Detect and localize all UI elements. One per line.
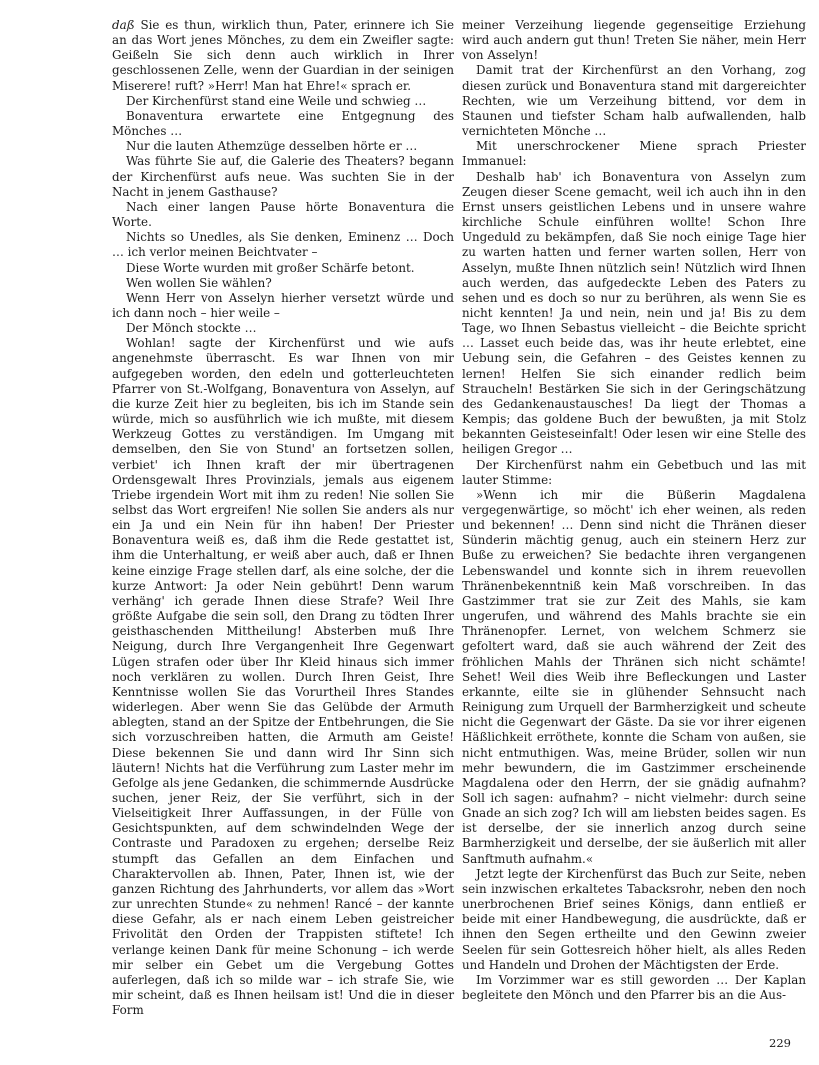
paragraph: Nach einer langen Pause hörte Bonaventura die Worte. — [112, 199, 454, 230]
italic-word: daß — [112, 18, 135, 32]
paragraph: Nur die lauten Athemzüge desselben hörte er … — [126, 139, 418, 154]
paragraph: meiner Verzeihung liegende gegenseitige Erziehung wird auch andern gut thun! Treten Sie näher, mein Herr von Asselyn! — [462, 18, 806, 63]
left-column — [112, 18, 454, 1018]
paragraph: Deshalb hab' ich Bonaventura von Asselyn zum Zeugen dieser Scene gemacht, weil ich auch ihn in den Ernst unsers geistlichen Lebens und in unsere wahre kirchliche Schule einführen wollte! Schon Ihre Ungeduld zu bekämpfen, daß Sie noch einige Tage hier zu warten hatten und ferner warten sollen, Herr von Asselyn, mußte Ihnen nützlich sein! Nützlich wird Ihnen auch werden, das aufgedeckte Leben des Paters zu sehen und es doch so nur zu berühren, als wenn Sie es nicht kennten! Ja und nein, nein und ja! Bis zu dem Tage, wo Ihnen Sebastus vielleicht – die Beichte spricht … Lasset euch beide das, was ihr heute erlebtet, eine Uebung sein, die Gefahren – des Geistes kennen zu lernen! Helfen Sie sich einander redlich beim Straucheln! Bestärken Sie sich in der Geringschätzung des Gedankenaustausches! Da liegt der Thomas a Kempis; das goldene Buch der bewußten, ja mit Stolz bekannten Geisteseinfalt! Oder lesen wir eine Stelle des heiligen Gregor … — [462, 169, 806, 457]
paragraph: Wen wollen Sie wählen? — [126, 275, 272, 290]
paragraph: Im Vorzimmer war es still geworden … Der Kaplan begleitete den Mönch und den Pfarrer bis an die Aus- — [462, 972, 806, 1002]
paragraph: Nichts so Unedles, als Sie denken, Eminenz … Doch … ich verlor meinen Beichtvater – — [112, 230, 454, 260]
paragraph: Diese Worte wurden mit großer Schärfe betont. — [126, 260, 415, 275]
paragraph: Damit trat der Kirchenfürst an den Vorhang, zog diesen zurück und Bonaventura stand mit dargereichter Rechten, wie um Verzeihung bittend, vor dem in Staunen und tiefster Scham halb aufwallenden, halb vernichteten Mönche … — [462, 63, 806, 139]
paragraph: Was führte Sie auf, die Galerie des Theaters? begann der Kirchenfürst aufs neue. Was suchten Sie in der Nacht in jenem Gasthause? — [112, 154, 454, 199]
paragraph: Wenn Herr von Asselyn hierher versetzt würde und ich dann noch – hier weile – — [112, 290, 454, 320]
paragraph: »Wenn ich mir die Büßerin Magdalena vergegenwärtige, so möcht' ich eher weinen, als reden und bekennen! … Denn sind nicht die Thränen dieser Sünderin mächtig genug, auch ein steinern Herz zur Buße zu erweichen? Sie bedachte ihren vergangenen Lebenswandel und konnte sich in ihrem reuevollen Thränenbekenntniß kein Maß vorschreiben. In das Gastzimmer trat sie zur Zeit des Mahls, sie kam ungerufen, und während des Mahls brachte sie ein Thränenopfer. Lernet, von welchem Schmerz sie gefoltert ward, daß sie auch während der Zeit des fröhlichen Mahls der Thränen sich nicht schämte! Sehet! Weil dies Weib ihre Befleckungen und Laster erkannte, eilte sie in glühender Sehnsucht nach Reinigung zum Urquell der Barmherzigkeit und scheute nicht die Gegenwart der Gäste. Da sie vor ihrer eigenen Häßlichkeit erröthete, konnte die Scham von außen, sie nicht entmuthigen. Was, meine Brüder, sollen wir nun mehr bewundern, die im Gastzimmer erscheinende Magdalena oder den Herrn, der sie gnädig aufnahm? Soll ich sagen: aufnahm? – nicht vielmehr: durch seine Gnade an sich zog? Ich will am liebsten beides sagen. Es ist derselbe, der sie innerlich anzog durch seine Barmherzigkeit und derselbe, der sie äußerlich mit aller Sanftmuth aufnahm.« — [462, 487, 806, 866]
paragraph: Jetzt legte der Kirchenfürst das Buch zur Seite, neben sein inzwischen erkaltetes Tabacksrohr, neben den noch unerbrochenen Brief seines Königs, dann entließ er beide mit einer Handbewegung, die ausdrückte, daß er ihnen den Segen ertheilte und den Gewinn zweier Seelen für sein Gottesreich höher hielt, als alles Reden und Handeln und Drohen der Mächtigsten der Erde. — [462, 866, 806, 972]
paragraph: Der Kirchenfürst stand eine Weile und schwieg … — [126, 93, 427, 108]
page-number: 229 — [769, 1036, 791, 1050]
right-column — [462, 18, 806, 1003]
paragraph: Der Kirchenfürst nahm ein Gebetbuch und las mit lauter Stimme: — [462, 457, 806, 487]
paragraph: Wohlan! sagte der Kirchenfürst und wie aufs angenehmste überrascht. Es war Ihnen von mir aufgegeben worden, den edeln und gotterleuchteten Pfarrer von St.-Wolfgang, Bonaventura von Asselyn, auf die kurze Zeit hier zu begleiten, bis ich im Stande sein würde, mich so ausführlich wie ich mußte, mit diesem Werkzeug Gottes zu verständigen. Im Umgang mit demselben, den Sie von Stund' an fortsetzen sollen, verbiet' ich Ihnen kraft der mir übertragenen Ordensgewalt Ihres Provinzials, jemals aus eigenem Triebe irgendein Wort mit ihm zu reden! Nie sollen Sie selbst das Wort ergreifen! Nie sollen Sie anders als nur ein Ja und ein Nein für ihn haben! Der Priester Bonaventura weiß es, daß ihm die Rede gestattet ist, ihm die Unterhaltung, er weiß aber auch, daß er Ihnen keine einzige Frage stellen darf, als eine solche, der die kurze Antwort: Ja oder Nein gebührt! Denn warum verhäng' ich gerade Ihnen diese Strafe? Weil Ihre größte Aufgabe die sein soll, den Drang zu tödten Ihrer geisthaschenden Mittheilung! Absterben muß Ihre Neigung, durch Ihre Vergangenheit Ihre Gegenwart Lügen strafen oder über Ihr Kleid hinaus sich immer noch verklären zu wollen. Durch Ihren Geist, Ihre Kenntnisse wollen Sie das Vorurtheil Ihres Standes widerlegen. Aber wenn Sie das Gelübde der Armuth ablegten, stand an der Spitze der Entbehrungen, die Sie sich vorzuschreiben hatten, die Armuth am Geiste! Diese bekennen Sie und dann wird Ihr Sinn sich läutern! Nichts hat die Verführung zum Laster mehr im Gefolge als jene Gedanken, die schimmernde Ausdrücke suchen, jener Reiz, der Sie verführt, sich in der Vielseitigkeit Ihrer Auffassungen, in der Fülle von Gesichtspunkten, auf dem schwindelnden Wege der Contraste und Paradoxen zu ergehen; derselbe Reiz stumpft das Gefallen an dem Einfachen und Charaktervollen ab. Ihnen, Pater, Ihnen ist, wie der ganzen Richtung des Jahrhunderts, vor allem das »Wort zur unrechten Stunde« zu nehmen! Rancé – der kannte diese Gefahr, als er nach einem Leben geistreicher Frivolität den Orden der Trappisten stiftete! Ich verlange keinen Dank für meine Schonung – ich werde mir selber ein Gebet um die Vergebung Gottes auferlegen, daß ich so milde war – ich strafe Sie, wie mir scheint, daß es Ihnen heilsam ist! Und die in dieser Form — [112, 336, 454, 1018]
paragraph: Der Mönch stockte … — [126, 321, 257, 336]
paragraph: Mit unerschrockener Miene sprach Priester Immanuel: — [462, 139, 806, 169]
paragraph: Bonaventura erwartete eine Entgegnung des Mönches … — [112, 108, 454, 139]
paragraph: daß Sie es thun, wirklich thun, Pater, erinnere ich Sie an das Wort jenes Mönches, zu dem ein Zweifler sagte: Geißeln Sie sich denn auch wirklich in Ihrer geschlossenen Zelle, wenn der Guardian in der seinigen Miserere! ruft? »Herr! Man hat Ehre!« sprach er. — [112, 18, 454, 93]
